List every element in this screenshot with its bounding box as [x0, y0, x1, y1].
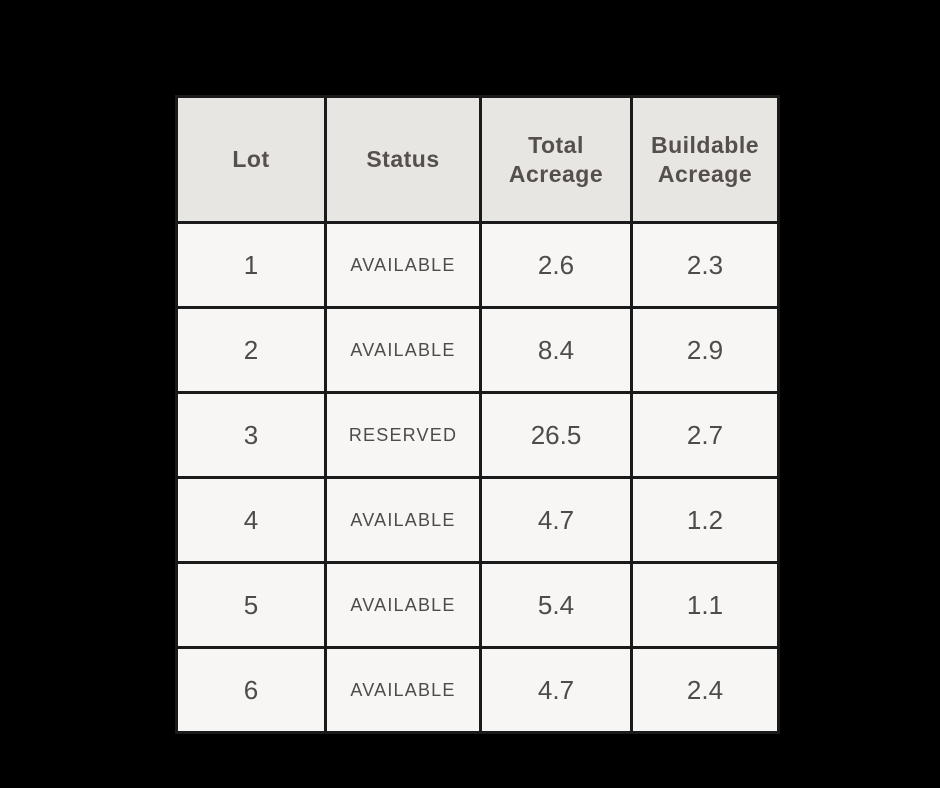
cell-buildable-acreage: 2.9: [632, 308, 779, 393]
table-row: [177, 393, 779, 478]
table-row: [177, 308, 779, 393]
cell-buildable-acreage: 1.1: [632, 563, 779, 648]
table-header: [177, 97, 779, 223]
lot-availability-table: [175, 95, 780, 734]
cell-total-acreage: 4.7: [481, 648, 632, 733]
cell-lot: 4: [177, 478, 326, 563]
column-header-buildable-acreage-line1: Buildable: [650, 131, 759, 158]
cell-status: RESERVED: [326, 393, 481, 478]
cell-total-acreage: 26.5: [481, 393, 632, 478]
table-row: [177, 563, 779, 648]
table-row: [177, 223, 779, 308]
cell-status: AVAILABLE: [326, 563, 481, 648]
column-header-buildable-acreage-line2: Acreage: [657, 160, 753, 187]
cell-buildable-acreage: 2.3: [632, 223, 779, 308]
cell-total-acreage: 8.4: [481, 308, 632, 393]
column-header-total-acreage-line1: Total: [528, 131, 584, 158]
cell-buildable-acreage: 2.4: [632, 648, 779, 733]
cell-lot: 2: [177, 308, 326, 393]
cell-status: AVAILABLE: [326, 308, 481, 393]
table-header-row: [177, 97, 779, 223]
column-header-total-acreage: [481, 97, 632, 223]
cell-buildable-acreage: 2.7: [632, 393, 779, 478]
column-header-total-acreage-line2: Acreage: [508, 160, 604, 187]
cell-buildable-acreage: 1.2: [632, 478, 779, 563]
column-header-status: [326, 97, 481, 223]
cell-lot: 5: [177, 563, 326, 648]
column-header-lot-line1: Lot: [232, 146, 270, 173]
column-header-buildable-acreage: [632, 97, 779, 223]
table-body: [177, 223, 779, 733]
lot-table-container: [175, 95, 765, 713]
cell-total-acreage: 5.4: [481, 563, 632, 648]
cell-total-acreage: 4.7: [481, 478, 632, 563]
table-row: [177, 478, 779, 563]
cell-status: AVAILABLE: [326, 648, 481, 733]
table-row: [177, 648, 779, 733]
cell-lot: 6: [177, 648, 326, 733]
cell-lot: 1: [177, 223, 326, 308]
column-header-status-line1: Status: [366, 146, 440, 173]
cell-total-acreage: 2.6: [481, 223, 632, 308]
cell-status: AVAILABLE: [326, 223, 481, 308]
cell-status: AVAILABLE: [326, 478, 481, 563]
column-header-lot: [177, 97, 326, 223]
cell-lot: 3: [177, 393, 326, 478]
